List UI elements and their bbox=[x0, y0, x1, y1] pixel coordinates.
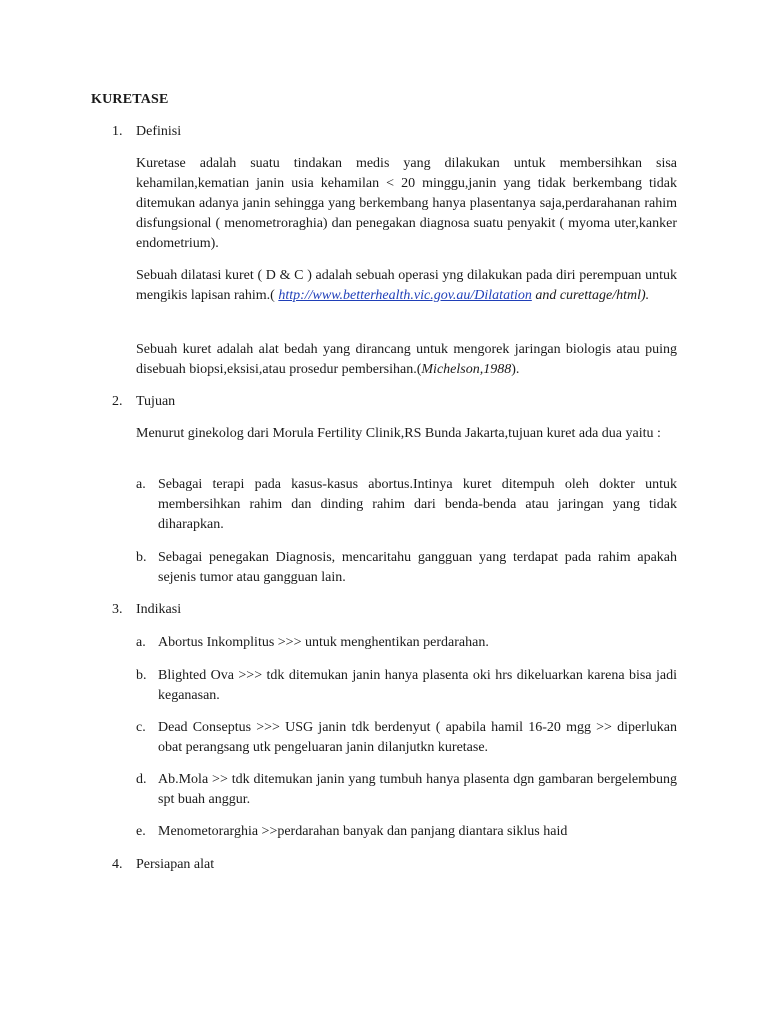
section-number-2: 2. bbox=[112, 394, 123, 409]
list-item-letter: d. bbox=[136, 772, 147, 787]
list-item-letter: b. bbox=[136, 550, 147, 565]
list-item-letter: a. bbox=[136, 477, 146, 492]
reference-link-tail: and curettage/html). bbox=[531, 288, 650, 303]
definisi-paragraph-2 bbox=[136, 266, 677, 306]
list-item: Blighted Ova >>> tdk ditemukan janin hanya plasenta oki hrs dikeluarkan karena bisa jadi keganasan. bbox=[158, 668, 677, 703]
section-title-definisi: Definisi bbox=[136, 124, 182, 139]
paragraph-text: Sebuah kuret adalah alat bedah yang dirancang untuk mengorek jaringan biologis atau puing disebuah biopsi,eksisi,atau prosedur pembersihan.( bbox=[136, 342, 677, 377]
paragraph-text: Sebuah dilatasi kuret ( D & C ) adalah sebuah operasi yng dilakukan pada diri perempuan untuk mengikis lapisan rahim.( bbox=[136, 268, 677, 303]
section-number-3: 3. bbox=[112, 602, 123, 617]
list-item: Ab.Mola >> tdk ditemukan janin yang tumbuh hanya plasenta dgn gambaran bergelembung spt buah anggur. bbox=[158, 772, 677, 807]
section-title-persiapan-alat: Persiapan alat bbox=[136, 857, 215, 872]
paragraph-text-end: ). bbox=[511, 362, 520, 377]
definisi-paragraph-3 bbox=[136, 340, 677, 380]
reference-link[interactable]: http://www.betterhealth.vic.gov.au/Dilatation bbox=[278, 288, 532, 303]
tujuan-intro: Menurut ginekolog dari Morula Fertility Clinik,RS Bunda Jakarta,tujuan kuret ada dua yaitu : bbox=[136, 426, 661, 441]
document-title: KURETASE bbox=[91, 92, 169, 107]
list-item-letter: b. bbox=[136, 668, 147, 683]
section-number-1: 1. bbox=[112, 124, 123, 139]
section-title-tujuan: Tujuan bbox=[136, 394, 176, 409]
definisi-paragraph-1: Kuretase adalah suatu tindakan medis yang dilakukan untuk membersihkan sisa kehamilan,kematian janin usia kehamilan < 20 minggu,janin yang tidak berkembang tidak ditemukan adanya janin sehingga yang berkembang hanya plasentanya saja,perdarahanan rahim disfungsional ( menometroraghia) dan penegakan diagnosa suatu penyakit ( myoma uter,kanker endometrium). bbox=[136, 156, 677, 251]
list-item: Abortus Inkomplitus >>> untuk menghentikan perdarahan. bbox=[158, 635, 489, 650]
list-item-letter: c. bbox=[136, 720, 146, 735]
list-item-letter: a. bbox=[136, 635, 146, 650]
list-item: Menometorarghia >>perdarahan banyak dan panjang diantara siklus haid bbox=[158, 824, 568, 839]
section-title-indikasi: Indikasi bbox=[136, 602, 182, 617]
citation: Michelson,1988 bbox=[421, 362, 512, 377]
section-number-4: 4. bbox=[112, 857, 123, 872]
list-item: Dead Conseptus >>> USG janin tdk berdenyut ( apabila hamil 16-20 mgg >> diperlukan obat perangsang utk pengeluaran janin dilanjutkn kuretase. bbox=[158, 720, 677, 755]
list-item: Sebagai terapi pada kasus-kasus abortus.Intinya kuret ditempuh oleh dokter untuk membersihkan rahim dan dinding rahim dari benda-benda atau jaringan yang tidak diharapkan. bbox=[158, 477, 677, 532]
list-item-letter: e. bbox=[136, 824, 146, 839]
list-item: Sebagai penegakan Diagnosis, mencaritahu gangguan yang terdapat pada rahim apakah sejenis tumor atau gangguan lain. bbox=[158, 550, 677, 585]
